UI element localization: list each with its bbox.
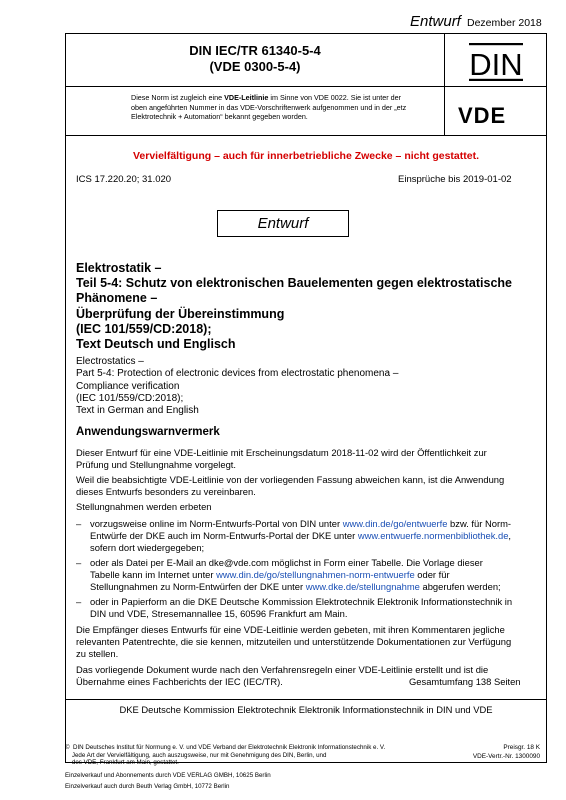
german-title: Elektrostatik – Teil 5-4: Schutz von elektronischen Bauelementen gegen elektrostatische Phänomene – Überprüfung der Übereinstimmung (IEC 101/559/CD:2018); Text Deutsch und Englisch	[76, 261, 513, 352]
price-group: Preisgr. 18 K	[503, 744, 540, 751]
reproduction-notice: Vervielfältigung – auch für innerbetriebliche Zwecke – nicht gestattet.	[132, 150, 479, 162]
copyright-notice: © DIN Deutsches Institut für Normung e. V. und VDE Verband der Elektrotechnik Elektronik Informationstechnik e. V. Jede Art der Vervielfältigung, auch auszugsweise, nur mit Genehmigung des DIN, Berlin, und des VDE, Frankfurt am Main, gestattet.	[65, 744, 386, 767]
warning-paragraph: Das vorliegende Dokument wurde nach den Verfahrensregeln einer VDE-Leitlinie erstellt und ist die Übernahme eines Fachberichts der IEC (IEC/TR).	[76, 664, 489, 688]
standard-number: DIN IEC/TR 61340-5-4	[189, 43, 321, 58]
comments-template-link[interactable]: www.din.de/go/stellungnahmen-norm-entwuerfe	[216, 569, 415, 581]
total-pages: Gesamtumfang 138 Seiten	[409, 676, 521, 687]
sales-info: Einzelverkauf und Abonnements durch VDE VERLAG GMBH, 10625 Berlin	[65, 772, 271, 779]
din-drafts-link[interactable]: www.din.de/go/entwuerfe	[342, 518, 448, 529]
warning-paragraph: Stellungnahmen werden erbeten	[76, 501, 212, 512]
draft-box: Entwurf	[217, 210, 349, 237]
english-title: Electrostatics – Part 5-4: Protection of electronic devices from electrostatic phenomena – Compliance verification (IEC 101/559/CD:2018); Text in German and English	[76, 356, 399, 417]
dke-comment-link[interactable]: www.dke.de/stellungnahme	[305, 581, 420, 593]
draft-date: Dezember 2018	[467, 17, 542, 29]
vde-logo: VDE	[458, 103, 507, 128]
distribution-number: VDE-Vertr.-Nr. 1300090	[472, 753, 540, 760]
vde-number: (VDE 0300-5-4)	[209, 59, 301, 74]
dke-footer: DKE Deutsche Kommission Elektrotechnik Elektronik Informationstechnik in DIN und VDE	[119, 704, 493, 715]
din-logo	[468, 42, 524, 82]
draft-label: Entwurf	[410, 13, 461, 30]
warning-paragraph: Weil die beabsichtigte VDE-Leitlinie von der vorliegenden Fassung abweichen kann, ist die Anwendung dieses Entwurfs besonders zu vereinbaren.	[76, 474, 505, 498]
divider	[66, 699, 546, 700]
dke-drafts-link[interactable]: www.entwuerfe.normenbibliothek.de	[357, 530, 509, 542]
sales-info: Einzelverkauf auch durch Beuth Verlag GmbH, 10772 Berlin	[65, 783, 230, 790]
ics-code: ICS 17.220.20; 31.020	[76, 174, 172, 185]
warning-paragraph: Dieser Entwurf für eine VDE-Leitlinie mit Erscheinungsdatum 2018-11-02 wird der Öffentlichkeit zur Prüfung und Stellungnahme vorgelegt.	[76, 447, 487, 471]
warning-heading: Anwendungswarnvermerk	[76, 426, 220, 438]
objection-deadline: Einsprüche bis 2019-01-02	[398, 174, 512, 185]
divider	[66, 86, 546, 87]
svg-text:DIN: DIN	[469, 47, 523, 82]
divider	[66, 135, 546, 136]
divider	[444, 34, 445, 135]
norm-note: Diese Norm ist zugleich eine VDE-Leitlinie im Sinne von VDE 0022. Sie ist unter der oben angeführten Nummer in das VDE-Vorschriftenwerk aufgenommen und in der „etz Elektrotechnik + Automation“ bekannt gegeben worden.	[131, 93, 407, 121]
warning-paragraph: Die Empfänger dieses Entwurfs für eine VDE-Leitlinie werden gebeten, mit ihren Kommentaren jegliche relevanten Patentrechte, die sie kennen, mitzuteilen und unterstützende Dokumentationen zur Verfügung zu stellen.	[76, 624, 512, 660]
